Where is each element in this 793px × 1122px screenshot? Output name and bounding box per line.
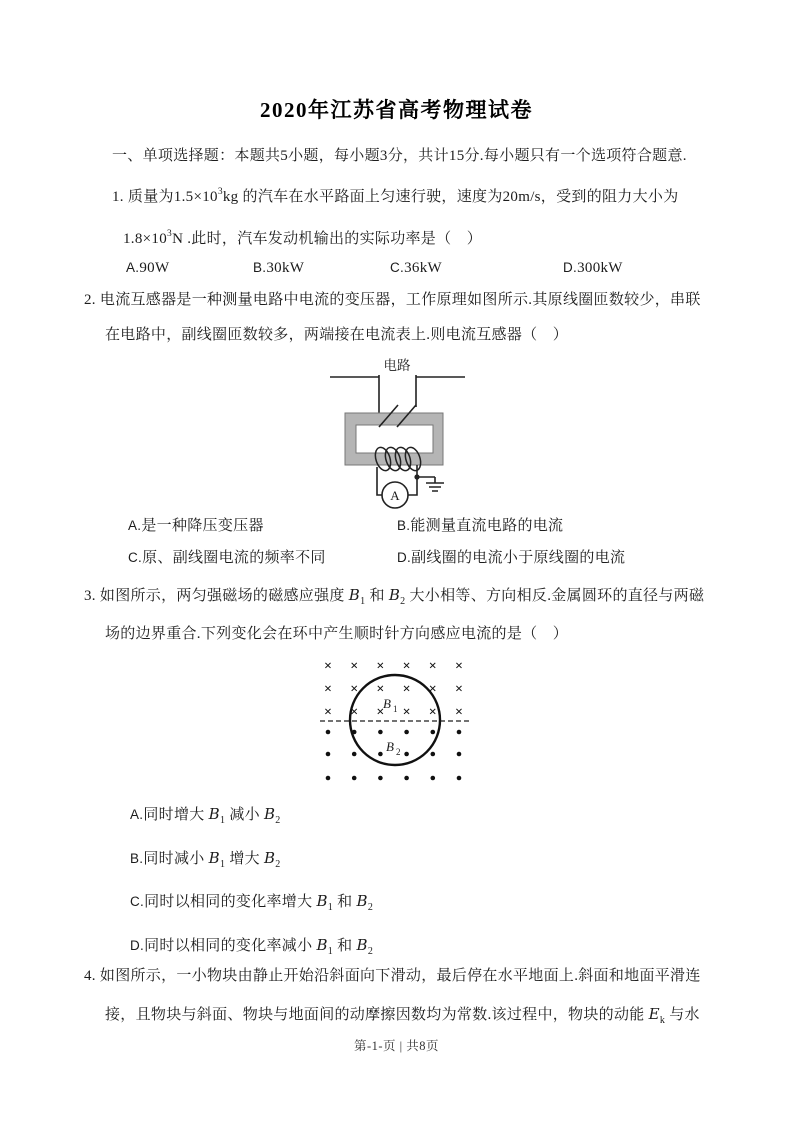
field-into-page-icon: × — [376, 705, 385, 720]
field-into-page-icon: × — [324, 705, 332, 720]
field-out-of-page-icon — [378, 776, 383, 781]
q4-line-2: 接，且物块与斜面、物块与地面间的动摩擦因数均为常数.该过程中，物块的动能 $E_k$ 与水 — [105, 1005, 700, 1026]
field-out-of-page-icon — [326, 730, 331, 735]
page-title: 2020年江苏省高考物理试卷 — [260, 98, 533, 122]
q1-options — [126, 258, 623, 278]
svg-text:B: B — [383, 696, 391, 711]
field-into-page-icon: × — [350, 682, 359, 697]
field-into-page-icon: × — [402, 659, 411, 674]
q4-line-1: 4. 如图所示，一小物块由静止开始沿斜面向下滑动，最后停在水平地面上.斜面和地面平滑连 — [84, 968, 701, 984]
field-into-page-icon: × — [428, 659, 437, 674]
q2-options-row-2 — [128, 548, 625, 568]
field-into-page-icon: × — [428, 682, 437, 697]
field-into-page-icon: × — [350, 705, 359, 720]
field-out-of-page-icon — [404, 752, 409, 757]
q1-option-a: A.90W — [126, 260, 170, 276]
q3-option-a: A.同时增大 $B_1$ 减小 $B_2$ — [130, 805, 281, 826]
q1-option-c: C.36kW — [390, 260, 442, 276]
q3-option-c: C.同时以相同的变化率增大 $B_1$ 和 $B_2$ — [130, 892, 374, 913]
field-into-page-icon: × — [455, 659, 463, 674]
field-out-of-page-icon — [352, 776, 357, 781]
svg-text:2: 2 — [396, 747, 401, 757]
field-out-of-page-icon — [352, 752, 357, 757]
ground-icon — [417, 477, 444, 491]
field-out-of-page-icon — [431, 730, 436, 735]
field-out-of-page-icon — [431, 752, 436, 757]
ammeter-label: A — [390, 488, 400, 503]
q2-option-c: C.原、副线圈电流的频率不同 — [128, 550, 326, 566]
field-into-page-icon: × — [428, 705, 437, 720]
q1-line-2: $1.8\times 10^3N$ .此时，汽车发动机输出的实际功率是（ ） — [123, 229, 483, 247]
field-into-page-icon: × — [402, 705, 411, 720]
q2-option-b: B.能测量直流电路的电流 — [397, 518, 564, 534]
field-out-of-page-icon — [326, 776, 331, 781]
ammeter — [382, 482, 408, 508]
field-out-of-page-icon — [457, 752, 462, 757]
field-into-page-icon: × — [324, 659, 332, 674]
field-into-page-icon: × — [376, 659, 385, 674]
q3-option-b: B.同时减小 $B_1$ 增大 $B_2$ — [130, 849, 281, 870]
field-into-page-icon: × — [324, 682, 332, 697]
field-into-page-icon: × — [350, 659, 359, 674]
b1-label — [383, 696, 398, 714]
field-out-of-page-icon — [404, 776, 409, 781]
field-into-page-icon: × — [402, 682, 411, 697]
field-out-of-page-icon — [378, 752, 383, 757]
circuit-diagram — [315, 355, 485, 515]
q1-option-b: B.30kW — [253, 260, 305, 276]
svg-text:1: 1 — [393, 704, 398, 714]
section-header: 一、单项选择题：本题共5小题，每小题3分，共计15分.每小题只有一个选项符合题意. — [112, 148, 687, 164]
field-diagram — [312, 655, 492, 795]
q1-option-d: D.300kW — [563, 260, 623, 276]
field-into-page-icon: × — [376, 682, 385, 697]
field-out-of-page-icon — [431, 776, 436, 781]
q2-options-row-1 — [128, 516, 563, 536]
field-out-of-page-icon — [326, 752, 331, 757]
q2-option-a: A.是一种降压变压器 — [128, 518, 264, 534]
circuit-label: 电路 — [383, 358, 411, 373]
field-out-of-page-icon — [404, 730, 409, 735]
q2-line-2: 在电路中，副线圈匝数较多，两端接在电流表上.则电流互感器（ ） — [105, 327, 569, 343]
q1-line-1: 1. 质量为$1.5\times 10^3kg$ 的汽车在水平路面上匀速行驶，速度为20m/s，受到的阻力大小为 — [112, 187, 679, 205]
b2-label — [386, 739, 401, 757]
q2-option-d: D.副线圈的电流小于原线圈的电流 — [397, 550, 626, 566]
q3-line-2: 场的边界重合.下列变化会在环中产生顺时针方向感应电流的是（ ） — [105, 626, 569, 642]
transformer-core — [345, 413, 443, 465]
metal-ring — [350, 675, 440, 765]
field-out-of-page-icon — [378, 730, 383, 735]
svg-text:B: B — [386, 739, 394, 754]
field-out-of-page-icon — [457, 730, 462, 735]
q2-line-1: 2. 电流互感器是一种测量电路中电流的变压器，工作原理如图所示.其原线圈匝数较少，串联 — [84, 292, 701, 308]
q3-line-1: 3. 如图所示，两匀强磁场的磁感应强度 $B_1$ 和 $B_2$ 大小相等、方向相反.金属圆环的直径与两磁 — [84, 586, 705, 607]
q3-option-d: D.同时以相同的变化率减小 $B_1$ 和 $B_2$ — [130, 936, 374, 957]
field-into-page-icon: × — [455, 682, 463, 697]
field-into-page-icon: × — [455, 705, 463, 720]
field-region-bottom — [326, 730, 462, 781]
page-footer: 第-1-页 | 共8页 — [353, 1039, 440, 1053]
field-out-of-page-icon — [457, 776, 462, 781]
